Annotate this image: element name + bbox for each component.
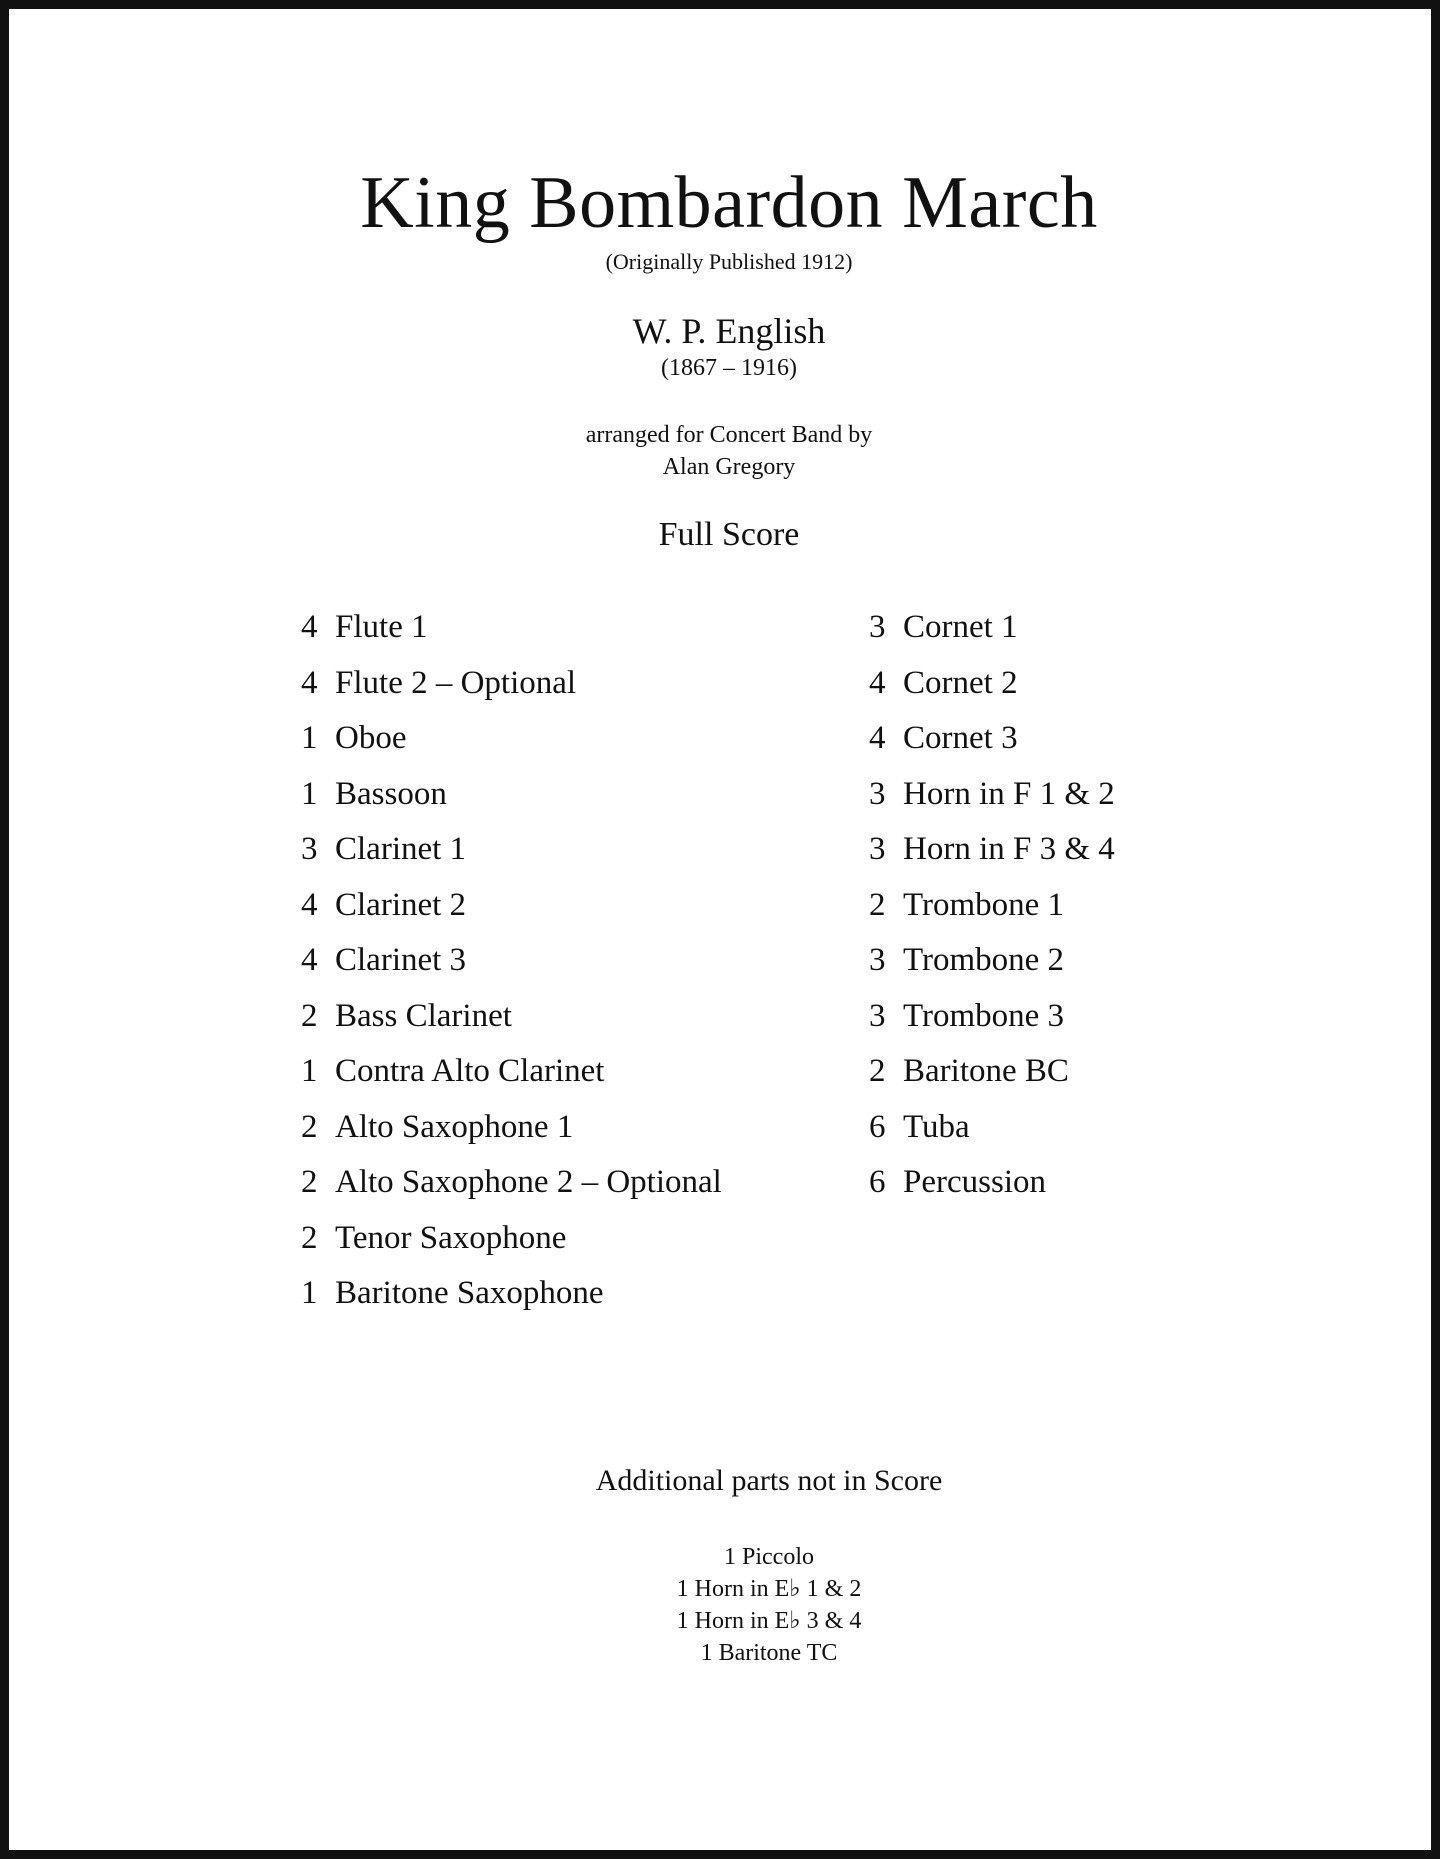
additional-part-item: 1 Horn in E♭ 1 & 2 <box>676 1576 862 1602</box>
part-row <box>869 827 1115 883</box>
additional-part-item: 1 Piccolo <box>724 1544 814 1570</box>
part-row <box>301 938 722 994</box>
additional-parts-list <box>49 1541 1440 1669</box>
part-row <box>869 716 1115 772</box>
part-quantity: 1 <box>301 720 318 756</box>
part-row <box>869 661 1115 717</box>
part-name: Trombone 1 <box>903 886 1065 923</box>
part-name: Tuba <box>903 1108 970 1145</box>
additional-parts-heading: Additional parts not in Score <box>595 1464 943 1497</box>
part-quantity: 4 <box>869 720 886 756</box>
part-row <box>301 883 722 939</box>
part-quantity: 3 <box>301 831 318 867</box>
additional-part-item: 1 Baritone TC <box>700 1640 838 1666</box>
part-name: Tenor Saxophone <box>335 1219 567 1256</box>
part-row <box>301 994 722 1050</box>
part-name: Bass Clarinet <box>335 997 512 1034</box>
part-name: Horn in F 3 & 4 <box>903 831 1115 867</box>
part-row <box>301 1049 722 1105</box>
part-row <box>869 994 1115 1050</box>
part-row <box>869 772 1115 828</box>
parts-list-right <box>869 605 1115 1216</box>
arranged-line: arranged for Concert Band by <box>585 422 873 448</box>
parts-list-left <box>301 605 722 1327</box>
part-quantity: 2 <box>869 886 886 923</box>
part-name: Clarinet 1 <box>335 831 467 867</box>
part-quantity: 2 <box>301 1219 318 1256</box>
part-name: Contra Alto Clarinet <box>335 1053 605 1089</box>
publication-note: (Originally Published 1912) <box>605 249 853 274</box>
part-row <box>301 716 722 772</box>
part-name: Alto Saxophone 2 – Optional <box>335 1164 722 1200</box>
part-quantity: 4 <box>301 664 318 701</box>
part-name: Clarinet 3 <box>335 942 467 978</box>
part-row <box>301 1271 722 1327</box>
part-name: Bassoon <box>335 775 447 812</box>
part-quantity: 6 <box>869 1108 886 1145</box>
part-name: Trombone 2 <box>903 942 1065 978</box>
part-name: Baritone Saxophone <box>335 1275 604 1311</box>
part-quantity: 4 <box>301 886 318 923</box>
score-label: Full Score <box>658 516 800 553</box>
part-row <box>301 827 722 883</box>
part-row <box>301 772 722 828</box>
part-row <box>301 661 722 717</box>
part-quantity: 2 <box>301 1108 318 1145</box>
part-quantity: 4 <box>869 664 886 701</box>
part-quantity: 3 <box>869 775 886 812</box>
part-row <box>869 1049 1115 1105</box>
part-quantity: 2 <box>301 1164 318 1200</box>
additional-part-item: 1 Horn in E♭ 3 & 4 <box>676 1608 862 1634</box>
part-name: Clarinet 2 <box>335 886 467 923</box>
part-quantity: 4 <box>301 609 318 645</box>
part-name: Flute 2 – Optional <box>335 664 577 701</box>
composer-dates: (1867 – 1916) <box>661 355 797 381</box>
part-row <box>869 938 1115 994</box>
part-quantity: 3 <box>869 942 886 978</box>
document-title: King Bombardon March <box>360 162 1098 244</box>
part-quantity: 2 <box>301 997 318 1034</box>
part-name: Flute 1 <box>335 609 428 645</box>
part-quantity: 1 <box>301 775 318 812</box>
part-row <box>869 1105 1115 1161</box>
part-quantity: 2 <box>869 1053 886 1089</box>
part-name: Alto Saxophone 1 <box>335 1108 574 1145</box>
part-quantity: 3 <box>869 831 886 867</box>
part-row <box>301 605 722 661</box>
part-quantity: 1 <box>301 1053 318 1089</box>
part-name: Oboe <box>335 720 407 756</box>
part-name: Cornet 2 <box>903 664 1018 701</box>
composer-name: W. P. English <box>632 311 826 351</box>
part-row <box>869 883 1115 939</box>
part-quantity: 3 <box>869 997 886 1034</box>
part-name: Trombone 3 <box>903 997 1065 1034</box>
part-row <box>301 1105 722 1161</box>
part-name: Horn in F 1 & 2 <box>903 775 1115 812</box>
part-quantity: 4 <box>301 942 318 978</box>
part-row <box>301 1160 722 1216</box>
part-name: Percussion <box>903 1164 1046 1200</box>
part-name: Cornet 1 <box>903 609 1018 645</box>
part-name: Baritone BC <box>903 1053 1069 1089</box>
part-quantity: 3 <box>869 609 886 645</box>
arranger-name: Alan Gregory <box>662 454 796 480</box>
part-quantity: 1 <box>301 1275 318 1311</box>
part-row <box>301 1216 722 1272</box>
part-name: Cornet 3 <box>903 720 1018 756</box>
part-row <box>869 1160 1115 1216</box>
part-quantity: 6 <box>869 1164 886 1200</box>
part-row <box>869 605 1115 661</box>
